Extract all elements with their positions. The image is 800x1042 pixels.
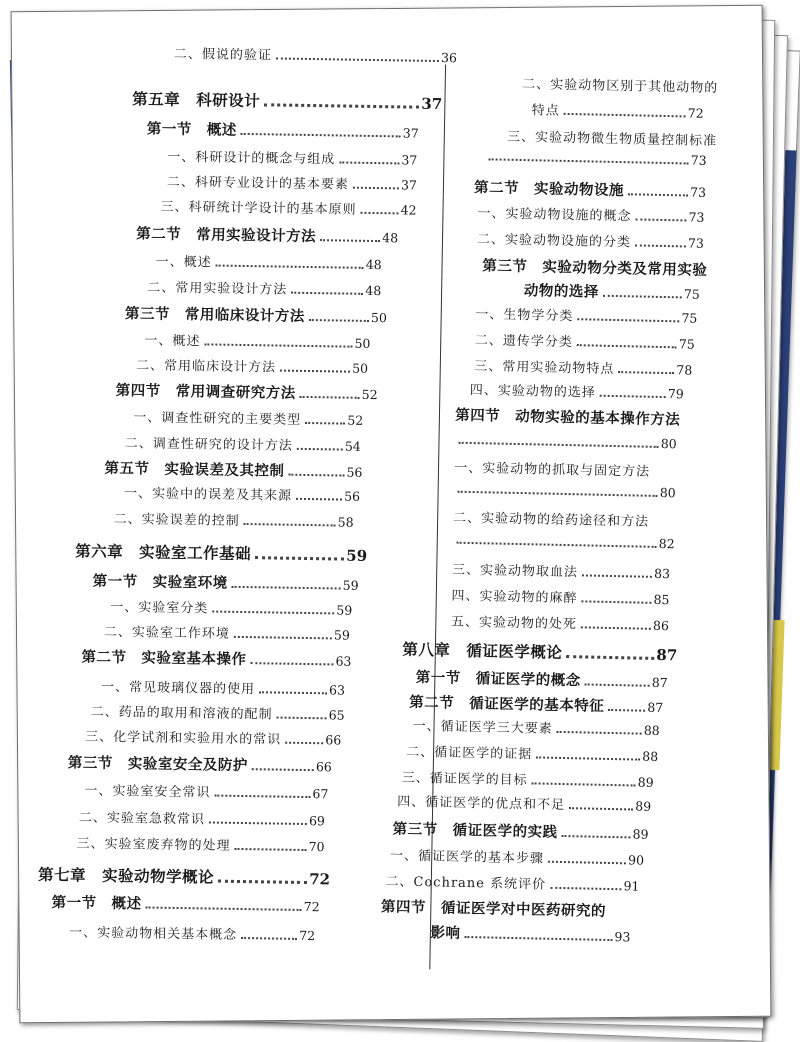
toc-entry-title: 二、假说的验证 xyxy=(173,46,273,64)
toc-entry-title: 五、实验动物的处死 xyxy=(450,614,578,633)
dot-leader xyxy=(241,133,401,138)
toc-entry-title: 一、实验动物相关基本概念 xyxy=(69,925,238,943)
toc-entry-section xyxy=(68,751,332,776)
toc-page-number: 90 xyxy=(627,852,645,868)
toc-page-number: 50 xyxy=(354,335,371,351)
toc-page-number: 75 xyxy=(681,310,698,326)
toc-entry-section xyxy=(93,570,359,595)
toc-entry-title: 第二节 常用实验设计方法 xyxy=(136,226,317,246)
dot-leader xyxy=(241,937,297,940)
dot-leader xyxy=(566,655,654,660)
toc-entry-item xyxy=(475,303,697,327)
dot-leader xyxy=(214,795,310,799)
toc-entry-item xyxy=(136,354,368,377)
toc-entry-title: 二、循证医学的证据 xyxy=(406,744,533,763)
toc-entry-section xyxy=(455,404,681,430)
toc-entry-item xyxy=(401,767,653,791)
dot-leader xyxy=(204,343,352,347)
dot-leader xyxy=(585,683,650,686)
toc-entry-section xyxy=(147,117,419,142)
dot-leader xyxy=(339,161,399,164)
toc-page-number: 67 xyxy=(312,786,329,802)
toc-page xyxy=(11,5,772,1024)
toc-page-number: 72 xyxy=(687,105,704,121)
toc-page-number: 78 xyxy=(676,362,693,378)
toc-entry-item xyxy=(454,457,676,481)
toc-page-number: 87 xyxy=(647,699,664,716)
toc-entry-item xyxy=(79,806,325,829)
toc-page-number: 52 xyxy=(347,412,364,428)
toc-entry-section xyxy=(136,222,398,247)
toc-entry-item xyxy=(114,508,354,531)
toc-entry-item xyxy=(397,791,651,815)
toc-page-number: 59 xyxy=(342,577,359,593)
toc-entry-title: 二、实验室急救常识 xyxy=(78,810,206,828)
dot-leader xyxy=(564,113,686,118)
toc-entry-title: 三、化学试剂和实验用水的常识 xyxy=(85,729,282,748)
toc-page-number: 58 xyxy=(337,514,354,530)
dot-leader xyxy=(635,244,686,247)
toc-page-number: 83 xyxy=(653,565,671,582)
toc-page-number: 37 xyxy=(401,152,418,168)
toc-entry-title: 第三节 常用临床设计方法 xyxy=(124,306,305,325)
toc-entry-title: 第三节 实验动物分类及常用实验 xyxy=(482,258,708,279)
toc-entry-title: 第八章 循证医学概论 xyxy=(402,640,563,662)
toc-page-number: 86 xyxy=(652,617,670,634)
toc-entry-title: 一、生物学分类 xyxy=(475,307,574,325)
toc-page-number: 73 xyxy=(687,235,705,251)
toc-entry-title: 第一节 实验室环境 xyxy=(92,573,228,592)
toc-entry-item xyxy=(522,73,719,97)
dot-leader xyxy=(635,218,686,221)
toc-entry-title: 二、常用临床设计方法 xyxy=(135,358,277,376)
toc-entry-section xyxy=(381,895,635,921)
toc-entry-chapter xyxy=(402,638,677,666)
toc-entry-item xyxy=(477,228,704,252)
toc-entry-title: 第五节 实验误差及其控制 xyxy=(104,460,285,480)
toc-page-number: 56 xyxy=(346,464,363,480)
toc-entry-item xyxy=(69,921,315,944)
toc-page-number: 56 xyxy=(344,488,361,504)
dot-leader xyxy=(285,742,323,745)
toc-entry-title: 三、实验动物微生物质量控制标准 xyxy=(506,129,718,150)
toc-entry-section xyxy=(416,666,668,692)
dot-leader xyxy=(557,731,642,735)
toc-entry-item xyxy=(101,676,345,699)
toc-page-number: 80 xyxy=(659,484,676,501)
toc-page-number: 36 xyxy=(440,50,458,66)
toc-page-number: 48 xyxy=(365,256,382,273)
toc-page-number: 75 xyxy=(678,336,695,352)
toc-entry-item xyxy=(454,481,676,501)
toc-entry-section xyxy=(482,254,708,280)
toc-page-number: 63 xyxy=(328,682,346,698)
toc-entry-item xyxy=(406,741,658,765)
dot-leader xyxy=(234,636,332,640)
toc-entry-title: 一、常见玻璃仪器的使用 xyxy=(100,679,256,698)
toc-entry-section xyxy=(104,457,362,482)
toc-page-number: 52 xyxy=(361,386,378,403)
dot-leader xyxy=(550,887,622,890)
toc-entry-title: 一、调查性研究的主要类型 xyxy=(133,410,302,428)
toc-entry-title: 第三节 实验室安全及防护 xyxy=(67,755,248,775)
dot-leader xyxy=(353,187,399,190)
toc-entry-item xyxy=(470,379,684,402)
dot-leader xyxy=(361,212,399,215)
toc-entry-title: 二、药品的取用和溶液的配制 xyxy=(90,704,273,723)
dot-leader xyxy=(320,239,380,242)
toc-entry-section xyxy=(51,891,319,916)
toc-entry-item xyxy=(390,844,644,868)
toc-page-number: 48 xyxy=(365,282,382,299)
toc-page-number: 59 xyxy=(346,546,368,565)
dot-leader xyxy=(536,756,640,760)
toc-entry-item xyxy=(167,171,417,194)
toc-entry-title: 三、科研统计学设计的基本原则 xyxy=(160,199,357,218)
toc-entry-title: 二、实验动物的给药途径和方法 xyxy=(452,510,650,530)
toc-page-number: 91 xyxy=(623,878,640,894)
toc-page-number: 93 xyxy=(614,929,631,945)
toc-entry-item xyxy=(84,780,328,803)
toc-entry-title: 第一节 概述 xyxy=(51,895,142,913)
dot-leader xyxy=(608,709,645,712)
toc-page-number: 75 xyxy=(683,286,701,302)
dot-leader xyxy=(569,807,633,810)
dot-leader xyxy=(458,491,658,497)
toc-entry-title: 第一节 循证医学的概念 xyxy=(415,669,581,690)
toc-entry-item xyxy=(385,870,639,894)
toc-entry-item xyxy=(110,596,352,619)
toc-page-number: 87 xyxy=(656,645,678,665)
toc-entry-item xyxy=(91,701,345,724)
toc-entry-title: 第二节 实验室基本操作 xyxy=(81,649,247,669)
toc-page-number: 37 xyxy=(421,94,443,114)
dot-leader xyxy=(264,103,419,108)
dot-leader xyxy=(561,835,630,838)
toc-entry-title: 一、概述 xyxy=(144,333,201,350)
toc-page-number: 70 xyxy=(308,839,325,855)
dot-leader xyxy=(212,611,334,615)
toc-entry-item xyxy=(507,126,717,149)
dot-leader xyxy=(297,448,343,451)
toc-entry-title: 三、实验室废弃物的处理 xyxy=(76,836,231,854)
toc-entry-section xyxy=(81,645,351,670)
toc-entry-title: 一、实验动物设施的概念 xyxy=(477,206,632,225)
dot-leader xyxy=(250,662,333,665)
dot-leader xyxy=(280,370,350,373)
toc-entry-item xyxy=(144,329,370,352)
toc-entry-item xyxy=(452,559,670,583)
toc-page-number: 66 xyxy=(325,732,342,748)
toc-entry-title: 第四节 动物实验的基本操作方法 xyxy=(455,407,681,429)
toc-entry-title: 二、实验动物设施的分类 xyxy=(476,232,632,251)
toc-page-number: 80 xyxy=(660,435,677,452)
toc-entry-item xyxy=(160,196,416,219)
toc-entry-title: 二、实验误差的控制 xyxy=(113,511,240,529)
toc-entry-title: 动物的选择 xyxy=(523,283,600,301)
toc-entry-title: 二、实验动物区别于其他动物的 xyxy=(522,77,719,97)
toc-entry-title: 二、调查性研究的设计方法 xyxy=(124,436,293,454)
toc-page-number: 59 xyxy=(336,602,353,618)
toc-entry-title: 一、科研设计的概念与组成 xyxy=(167,149,336,168)
dot-leader xyxy=(288,474,344,477)
toc-entry-item xyxy=(477,202,704,226)
dot-leader xyxy=(296,498,342,501)
dot-leader xyxy=(276,57,439,62)
toc-entry-item xyxy=(451,585,669,609)
dot-leader xyxy=(577,344,677,348)
toc-entry-title: 四、实验动物的选择 xyxy=(469,382,596,401)
toc-page-number: 88 xyxy=(642,748,659,764)
toc-entry-title: 一、实验室安全常识 xyxy=(84,783,211,801)
toc-entry-item xyxy=(453,507,675,531)
toc-entry-item xyxy=(474,355,692,379)
toc-entry-title: 第二节 实验动物设施 xyxy=(473,180,625,200)
toc-entry-item xyxy=(124,482,360,505)
dot-leader xyxy=(259,691,327,694)
dot-leader xyxy=(244,523,336,526)
toc-page-number: 72 xyxy=(299,927,316,944)
toc-entry-item xyxy=(167,146,417,169)
toc-entry-item xyxy=(475,329,695,353)
toc-page-number: 48 xyxy=(382,230,399,246)
toc-entry-item xyxy=(147,276,381,299)
dot-leader xyxy=(618,371,674,374)
toc-entry-title: 二、遗传学分类 xyxy=(474,333,573,351)
toc-page-number: 89 xyxy=(632,826,649,842)
toc-page-number: 73 xyxy=(688,209,705,225)
toc-entry-title: 特点 xyxy=(531,103,560,119)
toc-entry-title: 一、循证医学三大要素 xyxy=(412,718,553,737)
toc-page-number: 37 xyxy=(400,177,418,193)
dot-leader xyxy=(464,936,612,941)
dot-leader xyxy=(277,717,327,720)
toc-entry-title: 第四节 常用调查研究方法 xyxy=(115,382,296,402)
toc-entry-title: 第三节 循证医学的实践 xyxy=(392,821,558,841)
dot-leader xyxy=(532,782,636,786)
dot-leader xyxy=(218,880,307,884)
toc-entry-item xyxy=(174,43,457,66)
dot-leader xyxy=(146,907,302,911)
dot-leader xyxy=(582,574,652,577)
toc-page-number: 73 xyxy=(690,152,707,168)
toc-entry-title: 三、循证医学的目标 xyxy=(401,770,528,789)
toc-page-number: 50 xyxy=(352,360,369,376)
dot-leader xyxy=(209,821,307,825)
toc-entry-section xyxy=(474,176,706,202)
toc-entry-title: 四、实验动物的麻醉 xyxy=(451,588,578,607)
toc-page-number: 73 xyxy=(689,184,707,200)
toc-entry-section xyxy=(116,379,378,404)
toc-entry-title: 二、常用实验设计方法 xyxy=(147,280,288,298)
toc-page-number: 85 xyxy=(653,591,670,608)
dot-leader xyxy=(255,556,344,560)
toc-entry-item xyxy=(85,726,341,749)
dot-leader xyxy=(291,292,363,295)
toc-page-number: 87 xyxy=(651,674,668,691)
toc-entry-title: 影响 xyxy=(430,925,461,942)
toc-entry-title: 第四节 循证医学对中医药研究的 xyxy=(380,899,607,920)
toc-entry-item xyxy=(455,432,677,452)
toc-page-number: 65 xyxy=(328,707,345,723)
toc-page-number: 89 xyxy=(635,798,652,814)
dot-leader xyxy=(548,861,626,865)
toc-page-number: 88 xyxy=(643,722,660,739)
toc-page-number: 59 xyxy=(333,627,350,643)
dot-leader xyxy=(216,265,364,269)
toc-entry-title: 二、Cochrane 系统评价 xyxy=(385,874,547,893)
toc-entry-title: 二、科研专业设计的基本要素 xyxy=(166,174,350,193)
toc-entry-title: 四、循证医学的优点和不足 xyxy=(396,794,566,814)
toc-entry-title: 一、实验动物的抓取与固定方法 xyxy=(454,460,651,480)
dot-leader xyxy=(457,542,657,548)
toc-entry-title: 一、循证医学的基本步骤 xyxy=(389,848,545,867)
toc-entry-title: 一、概述 xyxy=(155,254,212,271)
dot-leader xyxy=(300,396,360,399)
dot-leader xyxy=(459,442,659,448)
toc-entry-title: 第一节 概述 xyxy=(146,121,237,139)
dot-leader xyxy=(577,318,679,322)
toc-entry-section xyxy=(125,302,387,327)
toc-entry-item xyxy=(485,148,707,168)
dot-leader xyxy=(603,295,682,299)
toc-page-number: 89 xyxy=(637,774,654,790)
dot-leader xyxy=(232,586,341,590)
toc-page-number: 54 xyxy=(344,438,361,454)
toc-page-number: 69 xyxy=(308,813,326,829)
toc-entry-item xyxy=(532,99,704,122)
toc-page-number: 72 xyxy=(303,898,320,915)
dot-leader xyxy=(234,848,306,851)
toc-entry-title: 第二节 循证医学的基本特征 xyxy=(409,694,605,715)
toc-page-number: 72 xyxy=(309,870,331,889)
toc-entry-title: 第七章 实验动物学概论 xyxy=(37,865,215,887)
dot-leader xyxy=(489,158,689,164)
dot-leader xyxy=(305,422,345,425)
toc-entry-item xyxy=(413,715,660,739)
toc-page-number: 42 xyxy=(400,202,417,218)
toc-entry-title: 第五章 科研设计 xyxy=(132,90,261,111)
toc-entry-item xyxy=(156,251,382,274)
toc-entry-section xyxy=(409,691,663,717)
toc-entry-title: 一、实验中的误差及其来源 xyxy=(123,486,293,504)
toc-page-number: 50 xyxy=(370,309,387,326)
toc-entry-title: 三、常用实验动物特点 xyxy=(474,359,615,377)
toc-page-number: 63 xyxy=(335,653,352,669)
dot-leader xyxy=(581,626,651,629)
toc-entry-title: 三、实验动物取血法 xyxy=(451,562,579,581)
toc-entry-section xyxy=(430,921,630,946)
toc-entry-item xyxy=(104,621,350,644)
toc-entry-chapter xyxy=(132,87,442,114)
toc-entry-item xyxy=(451,611,669,635)
toc-entry-item xyxy=(125,432,361,455)
dot-leader xyxy=(628,193,688,196)
toc-entry-chapter xyxy=(38,863,330,890)
dot-leader xyxy=(600,395,666,398)
toc-page-number: 37 xyxy=(402,125,419,141)
toc-entry-section xyxy=(524,279,700,304)
toc-entry-item xyxy=(76,832,324,855)
dot-leader xyxy=(252,768,314,771)
toc-entry-title: 第六章 实验室工作基础 xyxy=(75,542,252,564)
toc-page-number: 79 xyxy=(667,386,684,402)
dot-leader xyxy=(581,600,651,603)
toc-entry-chapter xyxy=(75,539,367,566)
dot-leader xyxy=(309,319,369,322)
toc-entry-title: 二、实验室工作环境 xyxy=(103,624,230,642)
toc-entry-title: 一、实验室分类 xyxy=(110,599,209,617)
toc-entry-item xyxy=(133,406,363,429)
toc-page-number: 82 xyxy=(658,535,675,552)
toc-page-number: 66 xyxy=(315,759,332,775)
toc-entry-item xyxy=(453,532,675,552)
